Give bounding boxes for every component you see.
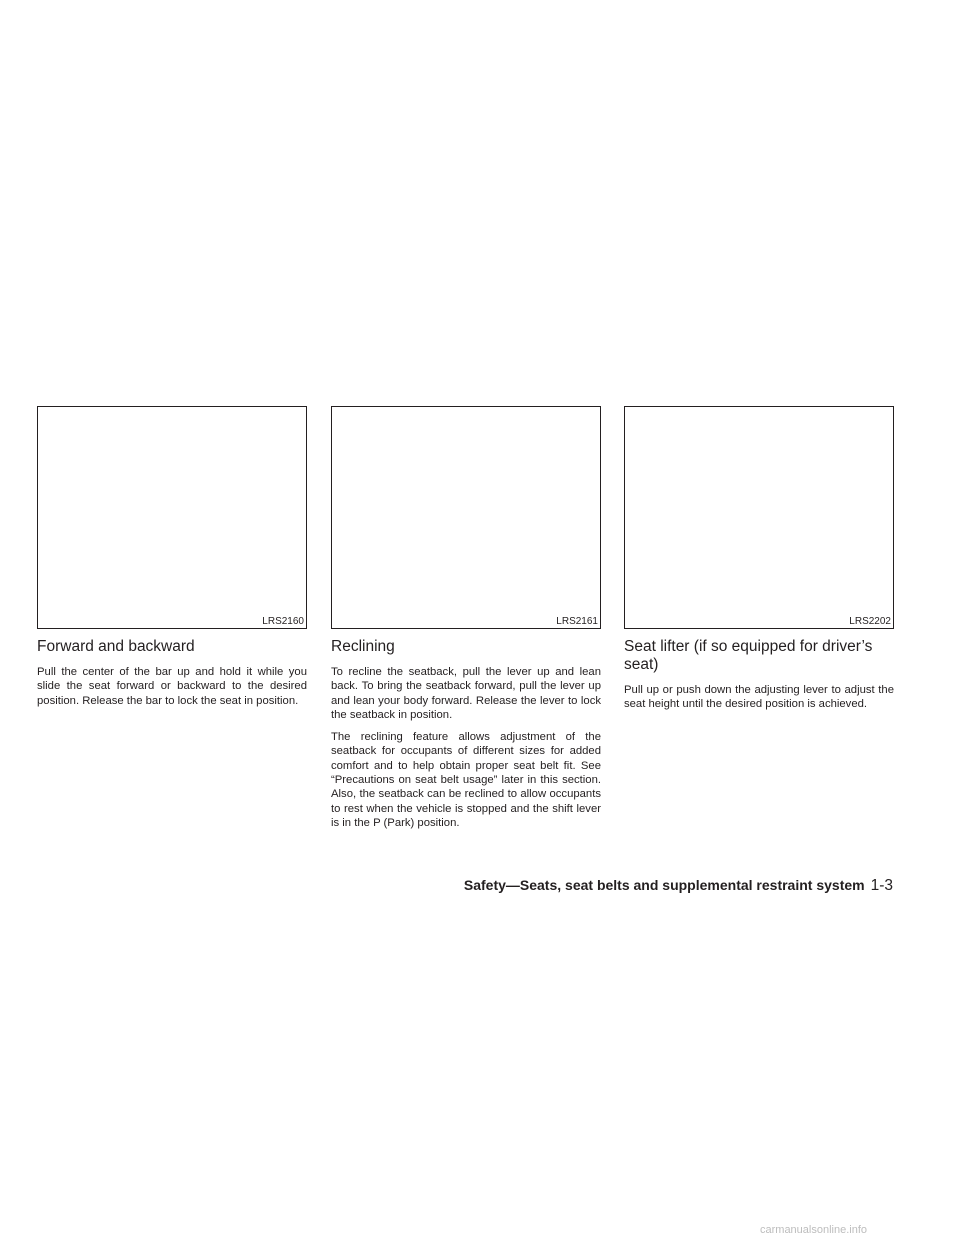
column-forward-backward [37, 406, 307, 708]
page-number: 1-3 [870, 877, 893, 894]
paragraph: Pull the center of the bar up and hold it while you slide the seat forward or backward to the desired position. Release the bar to lock the seat in position. [37, 666, 307, 707]
heading-forward-backward: Forward and backward [37, 638, 195, 655]
figure-seat-lifter [624, 406, 894, 629]
page-footer [464, 876, 893, 895]
paragraph: To recline the seatback, pull the lever up and lean back. To bring the seatback forward, pull the lever up and lean your body forward. Release the lever to lock the seatback in position. [331, 666, 601, 721]
figure-code: LRS2161 [556, 616, 598, 627]
paragraph: Pull up or push down the adjusting lever to adjust the seat height until the desired position is achieved. [624, 684, 894, 711]
figure-forward-backward [37, 406, 307, 629]
watermark: carmanualsonline.info [760, 1224, 868, 1236]
paragraph: The reclining feature allows adjustment of the seatback for occupants of different sizes for added comfort and to help obtain proper seat belt fit. See “Precautions on seat belt usage” later in this section. Also, the seatback can be reclined to allow occupants to rest when the vehicle is stopped and the shift lever is in the P (Park) position. [331, 731, 601, 829]
figure-code: LRS2202 [849, 616, 891, 627]
figure-reclining [331, 406, 601, 629]
heading-reclining: Reclining [331, 638, 395, 655]
heading-seat-lifter: Seat lifter (if so equipped for driver’s seat) [624, 638, 873, 673]
column-seat-lifter [624, 406, 894, 712]
column-reclining [331, 406, 601, 830]
figure-code: LRS2160 [262, 616, 304, 627]
footer-section-title: Safety—Seats, seat belts and supplemental restraint system [463, 877, 865, 893]
